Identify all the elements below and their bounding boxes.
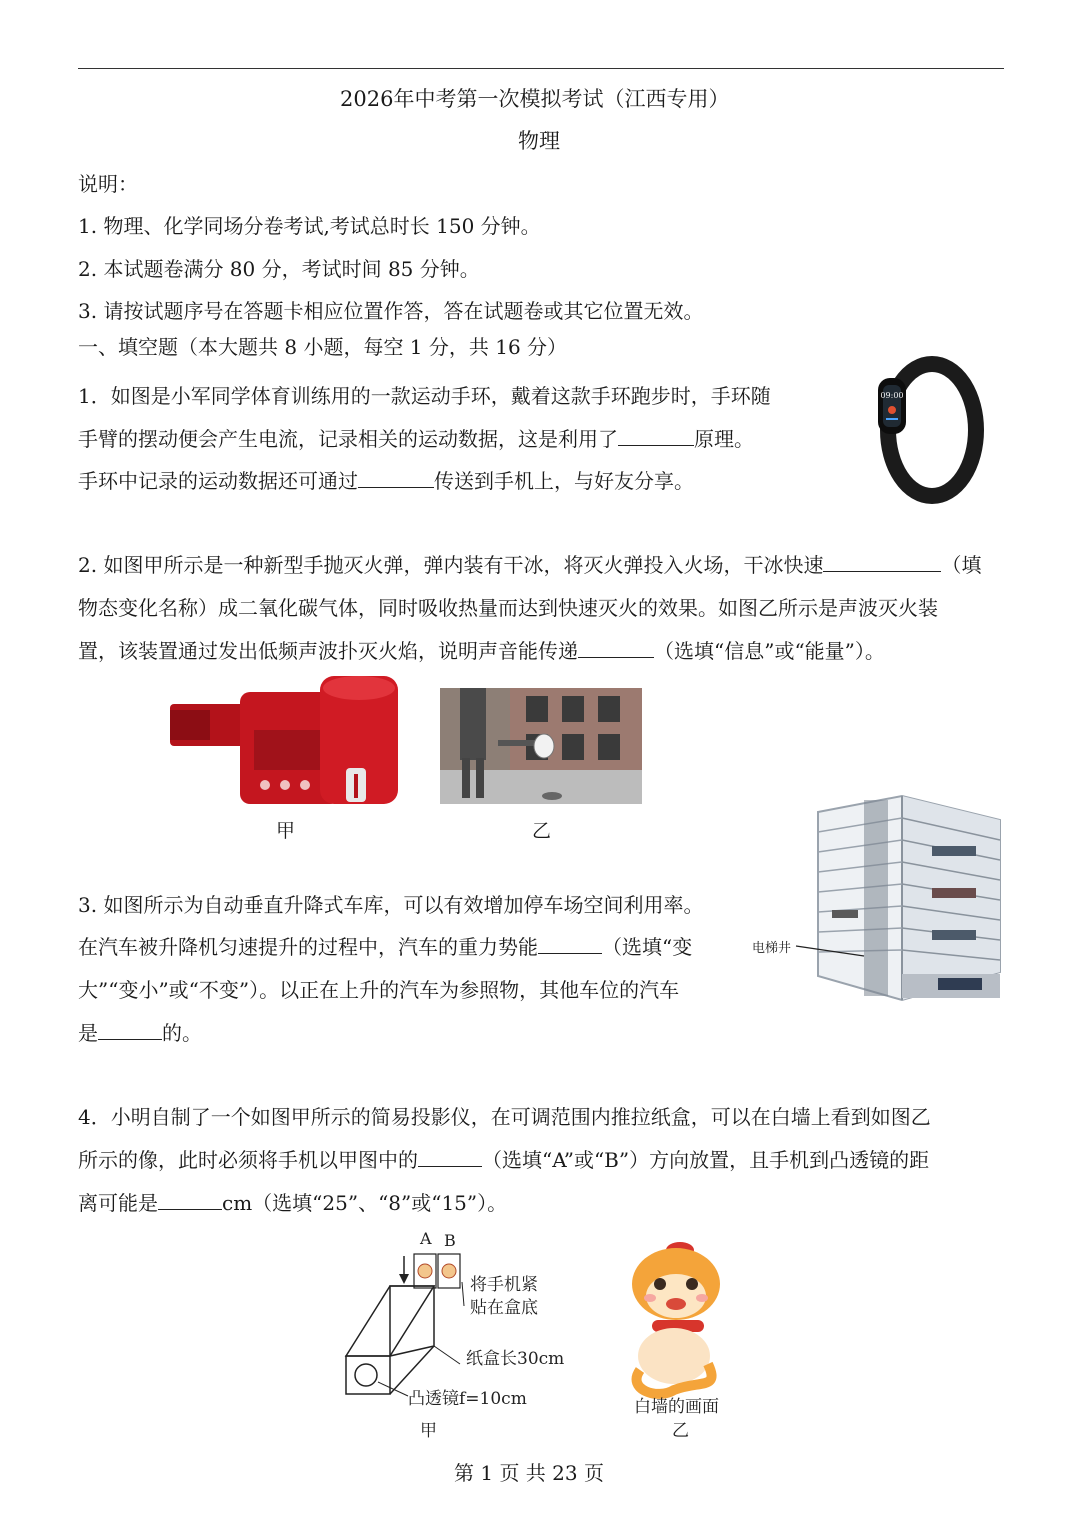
direction-label-a: A (420, 1229, 432, 1248)
q2-line-1: 2. 如图甲所示是一种新型手抛灭火弹，弹内装有干冰，将灭火弹投入火场，干冰快速 （填 (78, 553, 982, 577)
q2-line-3: 置，该装置通过发出低频声波扑灭火焰，说明声音能传递 （选填“信息”或“能量”）。 (78, 639, 885, 663)
figure-caption: 甲 (276, 820, 296, 842)
answer-blank (98, 1021, 162, 1040)
projector-diagram (330, 1226, 580, 1444)
parking-garage-figure (752, 790, 1016, 1012)
q3-line-4: 是 的。 (78, 1021, 202, 1045)
answer-blank (418, 1148, 482, 1167)
q3-line-1: 3. 如图所示为自动垂直升降式车库，可以有效增加停车场空间利用率。 (78, 893, 704, 917)
q1-line-3: 手环中记录的运动数据还可通过 传送到手机上，与好友分享。 (78, 469, 694, 493)
q3-line-2: 在汽车被升降机匀速提升的过程中，汽车的重力势能 （选填“变 (78, 935, 693, 959)
top-rule (78, 68, 1004, 69)
exam-title: 2026年中考第一次模拟考试（江西专用） (340, 87, 730, 111)
section-heading: 一、填空题（本大题共 8 小题，每空 1 分，共 16 分） (78, 335, 568, 359)
figure-caption: 甲 (420, 1421, 437, 1441)
box-length-label: 纸盒长30cm (466, 1349, 565, 1369)
phone-note-line-1: 将手机紧 (470, 1275, 538, 1295)
q2-line-2: 物态变化名称）成二氧化碳气体，同时吸收热量而达到快速灭火的效果。如图乙所示是声波灭火装 (78, 596, 938, 620)
figure-caption: 乙 (672, 1421, 689, 1441)
q4-line-1: 4．小明自制了一个如图甲所示的简易投影仪，在可调范围内推拉纸盒，可以在白墙上看到如图乙 (78, 1105, 931, 1129)
wall-image-figure (610, 1240, 750, 1444)
elevator-shaft-label: 电梯井 (752, 941, 792, 956)
wall-image-caption: 白墙的画面 (634, 1397, 719, 1417)
instructions-label: 说明： (78, 172, 138, 196)
q3-line-3: 大”“变小”或“不变”）。以正在上升的汽车为参照物，其他车位的汽车 (78, 978, 680, 1002)
direction-label-b: B (444, 1231, 456, 1250)
sonic-extinguisher-photo (440, 688, 642, 804)
lens-label: 凸透镜f=10cm (408, 1389, 527, 1409)
figure-caption: 乙 (532, 820, 552, 842)
instruction-item: 2. 本试题卷满分 80 分，考试时间 85 分钟。 (78, 257, 480, 281)
phone-note-line-2: 贴在盒底 (470, 1298, 538, 1318)
band-time-text: 09:00 (880, 391, 904, 400)
q1-line-1: 1．如图是小军同学体育训练用的一款运动手环，戴着这款手环跑步时，手环随 (78, 384, 771, 408)
answer-blank (823, 553, 941, 572)
page-number: 第 1 页 共 23 页 (454, 1461, 604, 1485)
answer-blank (538, 935, 602, 954)
subject-title: 物理 (518, 129, 560, 153)
fitness-band-figure (872, 352, 984, 504)
instruction-item: 3. 请按试题序号在答题卡相应位置作答，答在试题卷或其它位置无效。 (78, 299, 704, 323)
answer-blank (618, 427, 694, 446)
answer-blank (578, 639, 654, 658)
answer-blank (158, 1191, 222, 1210)
q4-line-3: 离可能是 cm（选填“25”、“8”或“15”）。 (78, 1191, 508, 1215)
q1-line-2: 手臂的摆动便会产生电流，记录相关的运动数据，这是利用了 原理。 (78, 427, 754, 451)
answer-blank (358, 469, 434, 488)
instruction-item: 1. 物理、化学同场分卷考试,考试总时长 150 分钟。 (78, 214, 541, 238)
q4-line-2: 所示的像，此时必须将手机以甲图中的 （选填“A”或“B”）方向放置，且手机到凸透镜的距 (78, 1148, 930, 1172)
fire-bomb-photo (170, 670, 402, 810)
